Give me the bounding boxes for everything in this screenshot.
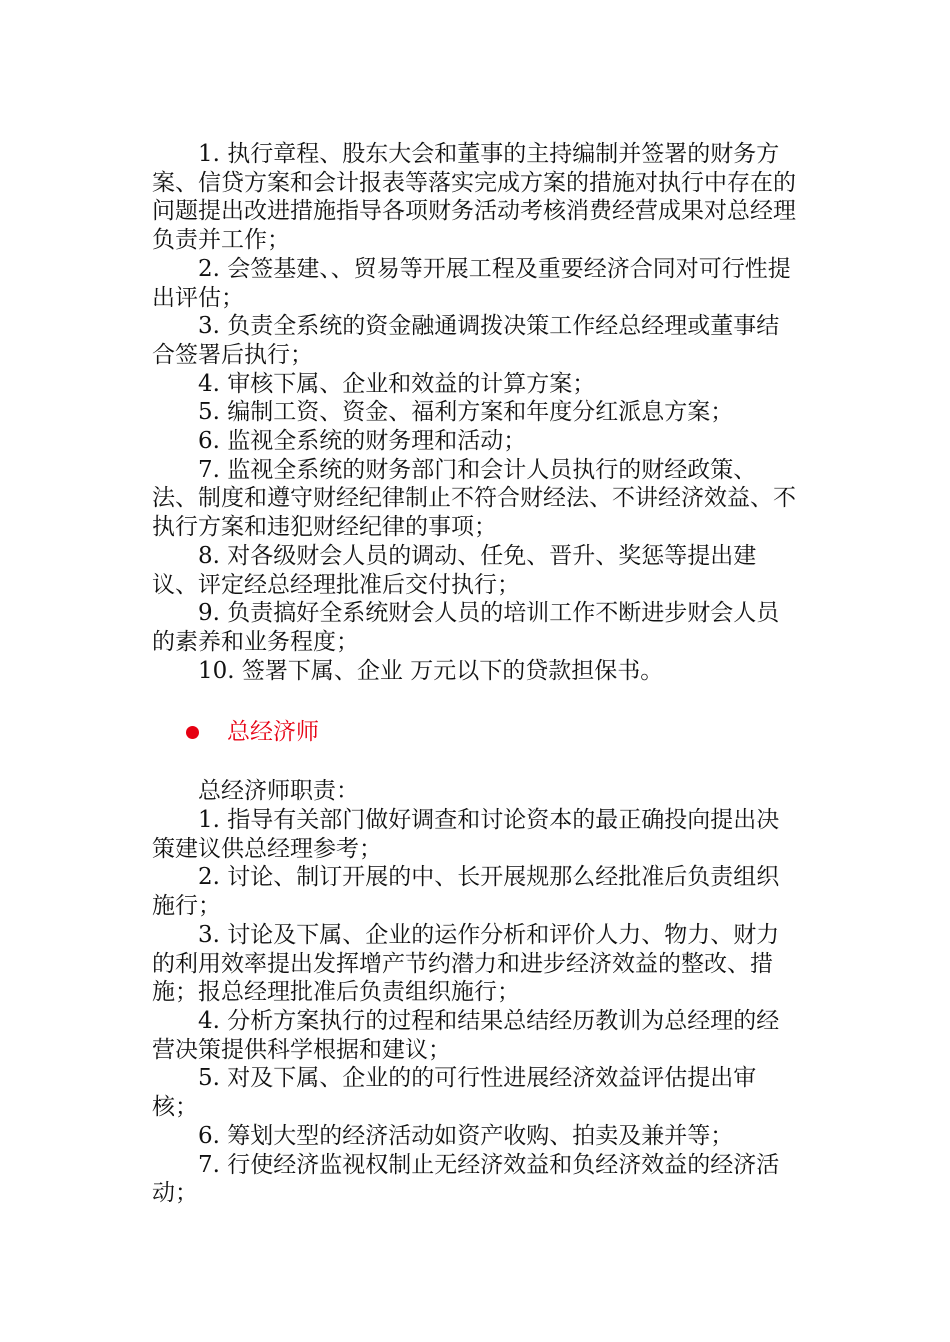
list-item: 7. 行使经济监视权制止无经济效益和负经济效益的经济活动； bbox=[152, 1151, 780, 1207]
list-item: 7. 监视全系统的财务部门和会计人员执行的财经政策、法、制度和遵守财经纪律制止不符合财经法、不讲经济效益、不执行方案和违犯财经纪律的事项； bbox=[152, 456, 796, 541]
list-item: 9. 负责搞好全系统财会人员的培训工作不断进步财会人员的素养和业务程度； bbox=[152, 600, 780, 655]
bullet-icon bbox=[186, 726, 199, 739]
document-page bbox=[152, 140, 797, 1208]
list-item: 5. 编制工资、资金、福利方案和年度分红派息方案； bbox=[198, 399, 734, 426]
list-item: 1. 执行章程、股东大会和董事的主持编制并签署的财务方案、信贷方案和会计报表等落实完成方案的措施对执行中存在的问题提出改进措施指导各项财务活动考核消费经营成果对总经理负责并工作； bbox=[152, 141, 796, 254]
list-item: 4. 分析方案执行的过程和结果总结经历教训为总经理的经营决策提供科学根据和建议； bbox=[152, 1007, 780, 1063]
list-item: 3. 讨论及下属、企业的运作分析和评价人力、物力、财力的利用效率提出发挥增产节约潜力和进步经济效益的整改、措施；报总经理批准后负责组织施行； bbox=[152, 921, 780, 1006]
list-item: 4. 审核下属、企业和效益的计算方案； bbox=[198, 370, 596, 397]
section-heading-title: 总经济师 bbox=[227, 719, 319, 745]
list-item: 3. 负责全系统的资金融通调拨决策工作经总经理或董事结合签署后执行； bbox=[152, 313, 780, 368]
list-item: 10. 签署下属、企业 万元以下的贷款担保书。 bbox=[198, 657, 664, 684]
chief-economist-duties-list bbox=[152, 777, 797, 1208]
list-item: 1. 指导有关部门做好调查和讨论资本的最正确投向提出决策建议供总经理参考； bbox=[152, 807, 780, 862]
list-item: 6. 筹划大型的经济活动如资产收购、拍卖及兼并等； bbox=[198, 1122, 734, 1149]
list-item: 2. 讨论、制订开展的中、长开展规那么经批准后负责组织施行； bbox=[152, 864, 780, 920]
list-item: 2. 会签基建、、贸易等开展工程及重要经济合同对可行性提出评估； bbox=[152, 255, 791, 311]
list-item: 5. 对及下属、企业的的可行性进展经济效益评估提出审核； bbox=[152, 1065, 757, 1121]
list-item: 8. 对各级财会人员的调动、任免、晋升、奖惩等提出建议、评定经总经理批准后交付执行； bbox=[152, 542, 757, 598]
section-heading bbox=[152, 717, 797, 747]
section-intro: 总经济师职责： bbox=[198, 778, 359, 805]
finance-duties-list bbox=[152, 140, 797, 685]
list-item: 6. 监视全系统的财务理和活动； bbox=[198, 428, 527, 455]
